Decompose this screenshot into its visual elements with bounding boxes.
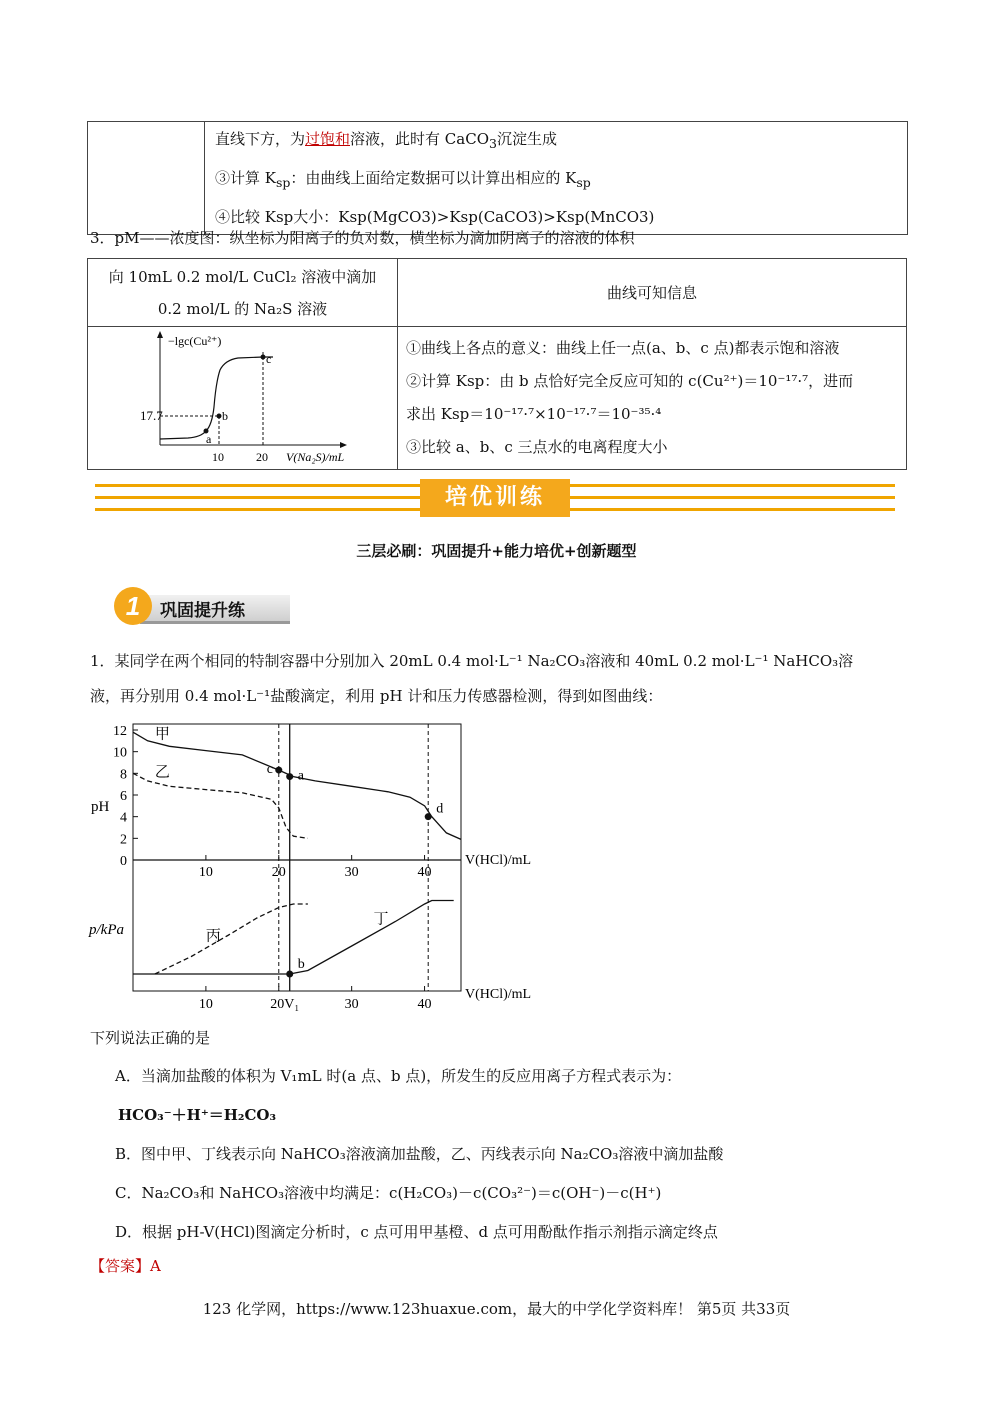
table2-info-cell xyxy=(398,327,907,470)
series-jia-line xyxy=(133,732,461,839)
info-line-2: ②计算 Ksp：由 b 点恰好完全反应可知的 c(Cu²⁺)＝10⁻¹⁷·⁷，进而 xyxy=(406,372,854,390)
point-b xyxy=(286,971,293,978)
question-prompt: 下列说法正确的是 xyxy=(90,1029,211,1047)
page-footer: 123 化学网，https://www.123huaxue.com，最大的中学化学资料库！ 第5页 共33页 xyxy=(202,1300,791,1318)
ph-tick-label: 6 xyxy=(120,789,127,804)
point-d xyxy=(425,813,432,820)
point-label-a: a xyxy=(297,768,304,784)
ph-tick-label: 2 xyxy=(120,832,127,848)
series-bing-line xyxy=(155,904,308,974)
mini-xlabel: V(Na₂S)/mL xyxy=(286,450,345,464)
level-badge xyxy=(110,587,290,627)
series-ding-line xyxy=(133,901,454,975)
series-jia-label: 甲 xyxy=(154,726,170,743)
info-line-4: ③比较 a、b、c 三点水的电离程度大小 xyxy=(406,438,668,456)
top-x-tick-label: 40 xyxy=(417,865,432,880)
pm-concentration-table xyxy=(87,258,907,470)
mini-ylabel: −lgc(Cu²⁺) xyxy=(168,334,222,348)
ph-tick-label: 10 xyxy=(113,745,127,761)
bottom-x-tick-label: 30 xyxy=(344,997,359,1012)
mini-point-a: a xyxy=(206,432,212,446)
question-line-1: 1．某同学在两个相同的特制容器中分别加入 20mL 0.4 mol·L⁻¹ Na₂CO₃溶液和 40mL 0.2 mol·L⁻¹ NaHCO₃溶 xyxy=(90,652,854,670)
option-a[interactable]: A．当滴加盐酸的体积为 V₁mL 时(a 点、b 点)，所发生的反应用离子方程式表示为： xyxy=(115,1067,682,1085)
cu-titration-chart xyxy=(88,327,397,465)
option-d[interactable]: D．根据 pH-V(HCl)图滴定分析时，c 点可用甲基橙、d 点可用酚酞作指示剂指示滴定终点 xyxy=(115,1223,718,1241)
answer-value: A xyxy=(150,1257,161,1275)
question-line-2: 液，再分别用 0.4 mol·L⁻¹盐酸滴定，利用 pH 计和压力传感器检测，得到如图曲线： xyxy=(90,687,663,705)
series-yi-label: 乙 xyxy=(154,764,170,781)
table2-header-left: 向 10mL 0.2 mol/L CuCl₂ 溶液中滴加 0.2 mol/L 的 Na₂S 溶液 xyxy=(88,259,398,327)
option-c[interactable]: C．Na₂CO₃和 NaHCO₃溶液中均满足：c(H₂CO₃)－c(CO₃²⁻)＝c(OH⁻)－c(H⁺) xyxy=(115,1184,662,1202)
series-yi-line xyxy=(133,773,308,838)
top-x-tick-label: 10 xyxy=(198,865,213,880)
table1-line2: ③计算 $K_{sp}$：由曲线上面给定数据可以计算出相应的 $K_{sp}$ xyxy=(215,169,591,190)
ph-tick-label: 4 xyxy=(120,810,127,826)
ph-tick-label: 12 xyxy=(113,724,127,739)
info-line-3: 求出 Ksp＝10⁻¹⁷·⁷×10⁻¹⁷·⁷＝10⁻³⁵·⁴ xyxy=(406,405,662,423)
mini-chart-cell xyxy=(88,327,398,470)
table1-line3: ④比较 Ksp大小：Ksp(MgCO3)>Ksp(CaCO3)>Ksp(MnCO3) xyxy=(215,208,655,226)
titration-chart xyxy=(85,718,555,1013)
point-label-c: c xyxy=(266,762,273,778)
point-label-b: b xyxy=(297,957,305,972)
bottom-x-tick-label: 40 xyxy=(417,997,432,1012)
mini-xtick-10: 10 xyxy=(212,450,224,464)
point-label-d: d xyxy=(436,801,444,817)
level-label: 巩固提升练 xyxy=(160,601,245,621)
training-banner: 培优训练 xyxy=(420,479,570,517)
level-number: 1 xyxy=(114,587,152,625)
bottom-x-tick-label: 10 xyxy=(198,997,213,1012)
table2-header-right: 曲线可知信息 xyxy=(398,259,907,327)
mini-ytick: 17.7 xyxy=(140,408,163,423)
ph-axis-label: pH xyxy=(91,798,110,815)
info-line-1: ①曲线上各点的意义：曲线上任一点(a、b、c 点)都表示饱和溶液 xyxy=(406,339,840,357)
option-b[interactable]: B．图中甲、丁线表示向 NaHCO₃溶液滴加盐酸，乙、丙线表示向 Na₂CO₃溶液中滴加盐酸 xyxy=(115,1145,724,1163)
option-a-equation: HCO₃⁻＋H⁺＝H₂CO₃ xyxy=(118,1106,277,1124)
point-a xyxy=(286,773,293,780)
answer-line xyxy=(90,1255,161,1276)
chart-frame xyxy=(133,724,461,991)
ph-tick-label: 0 xyxy=(120,854,127,869)
ph-tick-label: 8 xyxy=(120,767,127,783)
top-x-axis-label: V(HCl)/mL xyxy=(465,853,532,868)
series-bing-label: 丙 xyxy=(205,928,221,945)
bottom-x-tick-label: 20V₁ xyxy=(270,997,300,1012)
mini-xtick-20: 20 xyxy=(256,450,268,464)
top-x-tick-label: 30 xyxy=(344,865,359,880)
bottom-x-axis-label: V(HCl)/mL xyxy=(465,987,532,1002)
top-x-tick-label: 20 xyxy=(271,865,286,880)
answer-label: 【答案】 xyxy=(90,1257,151,1275)
pressure-axis-label: p/kPa xyxy=(89,922,124,938)
oversaturated-link: 过饱和 xyxy=(305,130,351,148)
table-empty-cell xyxy=(88,122,205,235)
table-info-cell xyxy=(205,122,908,235)
mini-point-c: c xyxy=(266,352,272,366)
series-ding-label: 丁 xyxy=(373,911,389,928)
section3-heading: 3．pM——浓度图：纵坐标为阳离子的负对数，横坐标为滴加阴离子的溶液的体积 xyxy=(90,229,635,247)
point-c xyxy=(275,767,282,774)
subheading: 三层必刷：巩固提升+能力培优+创新题型 xyxy=(356,542,637,560)
mini-point-b: b xyxy=(222,409,228,423)
table1-line1: 直线下方，为过饱和溶液，此时有 CaCO$_3$沉淀生成 xyxy=(215,130,557,151)
table-continued xyxy=(87,121,908,235)
